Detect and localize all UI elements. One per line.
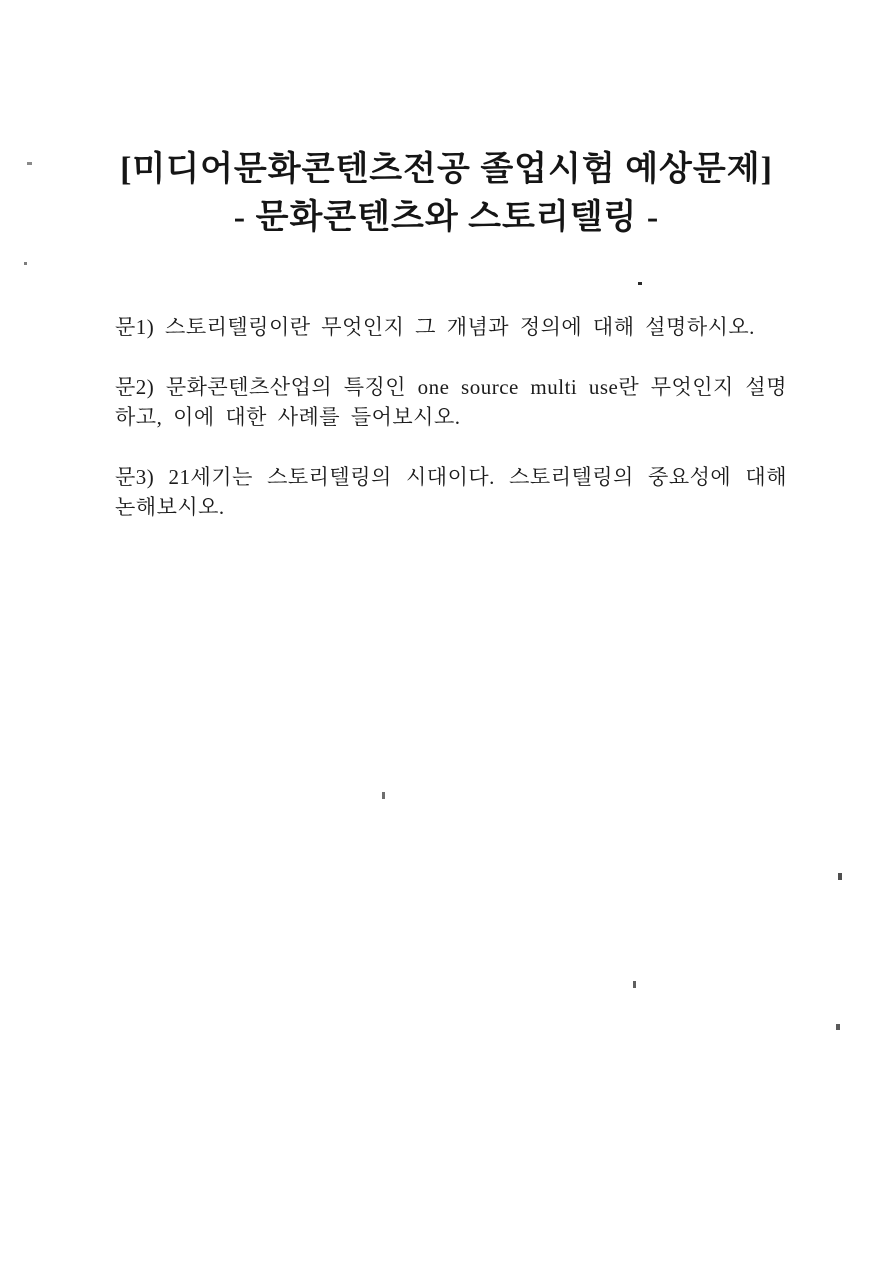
document-title-line-1: [미디어문화콘텐츠전공 졸업시험 예상문제]	[120, 151, 773, 188]
scan-speck-1	[27, 162, 32, 165]
question-item-1: 문1) 스토리텔링이란 무엇인지 그 개념과 정의에 대해 설명하시오.	[115, 315, 755, 339]
question-item-2: 문2) 문화콘텐츠산업의 특징인 one source multi use란 무엇인지 설명하고, 이에 대한 사례를 들어보시오.	[115, 375, 787, 429]
scan-speck-3	[638, 282, 642, 285]
scan-speck-2	[24, 262, 27, 265]
document-title-block	[0, 0, 893, 242]
scan-speck-7	[836, 1024, 840, 1030]
question-item-3: 문3) 21세기는 스토리텔링의 시대이다. 스토리텔링의 중요성에 대해 논해보시오.	[115, 465, 787, 519]
scan-speck-5	[633, 981, 636, 988]
scan-speck-6	[838, 873, 842, 880]
scan-speck-4	[382, 792, 385, 799]
document-title-line-2: - 문화콘텐츠와 스토리텔링 -	[233, 199, 660, 236]
question-list	[115, 312, 787, 522]
